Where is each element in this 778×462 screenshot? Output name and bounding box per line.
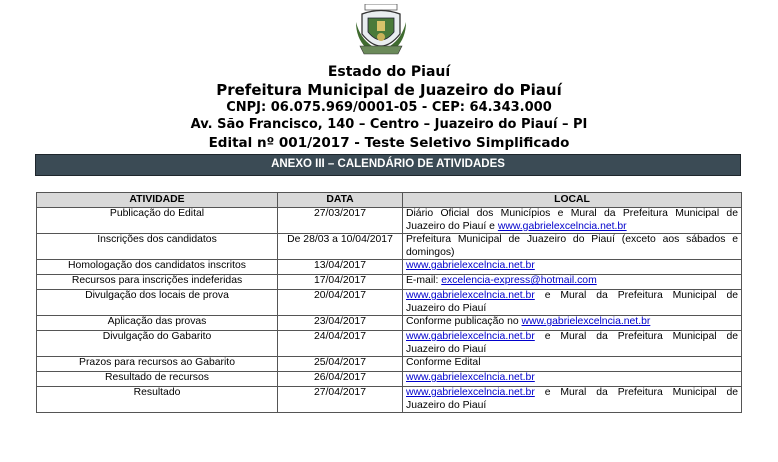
- row-date: 27/04/2017: [278, 387, 403, 413]
- website-link[interactable]: www.gabrielexcelncia.net.br: [406, 387, 535, 398]
- section-title: ANEXO III – CALENDÁRIO DE ATIVIDADES: [271, 158, 505, 170]
- row-location: [403, 331, 742, 357]
- website-link[interactable]: www.gabrielexcelncia.net.br: [406, 290, 535, 301]
- row-activity: Divulgação do Gabarito: [37, 331, 278, 357]
- table-row: [37, 316, 742, 331]
- row-activity: Publicação do Edital: [37, 208, 278, 234]
- row-location: [403, 208, 742, 234]
- address-line: Av. São Francisco, 140 – Centro – Juazeiro do Piauí – PI: [190, 117, 588, 132]
- row-location: [403, 275, 742, 290]
- calendar-table: [36, 192, 742, 413]
- website-link[interactable]: www.gabrielexcelncia.net.br: [497, 220, 627, 232]
- table-row: [37, 275, 742, 290]
- table-row: [37, 234, 742, 260]
- prefeitura-title: Prefeitura Municipal de Juazeiro do Piauí: [216, 81, 562, 99]
- website-link[interactable]: www.gabrielexcelncia.net.br: [406, 260, 535, 271]
- location-text: Conforme publicação no: [406, 316, 522, 327]
- website-link[interactable]: www.gabrielexcelncia.net.br: [521, 316, 651, 327]
- state-title: Estado do Piauí: [327, 64, 451, 80]
- location-text: E-mail:: [406, 275, 442, 286]
- table-row: [37, 387, 742, 413]
- website-link[interactable]: www.gabrielexcelncia.net.br: [406, 372, 535, 383]
- table-row: [37, 208, 742, 234]
- location-text: e Mural da Prefeitura Municipal de Juazeiro do Piauí: [406, 331, 738, 355]
- row-activity: Resultado: [37, 387, 278, 413]
- header-data: DATA: [278, 193, 403, 208]
- row-date: 17/04/2017: [278, 275, 403, 290]
- row-date: 27/03/2017: [278, 208, 403, 234]
- row-location: [403, 387, 742, 413]
- table-row: [37, 331, 742, 357]
- row-activity: Resultado de recursos: [37, 372, 278, 387]
- row-location: [403, 316, 742, 331]
- table-row: [37, 357, 742, 372]
- table-row: [37, 260, 742, 275]
- email-link[interactable]: excelencia-express@hotmail.com: [441, 275, 597, 286]
- row-date: 13/04/2017: [278, 260, 403, 275]
- edital-line: Edital nº 001/2017 - Teste Seletivo Simplificado: [208, 135, 570, 151]
- row-activity: Homologação dos candidatos inscritos: [37, 260, 278, 275]
- row-date: 20/04/2017: [278, 290, 403, 316]
- row-location: [403, 290, 742, 316]
- row-date: 26/04/2017: [278, 372, 403, 387]
- header-atividade: ATIVIDADE: [37, 193, 278, 208]
- location-text: Prefeitura Municipal de Juazeiro do Piauí (exceto aos sábados e domingos): [406, 234, 738, 258]
- table-header-row: [37, 193, 742, 208]
- coat-of-arms-icon: [354, 4, 408, 58]
- row-activity: Prazos para recursos ao Gabarito: [37, 357, 278, 372]
- row-activity: Divulgação dos locais de prova: [37, 290, 278, 316]
- row-location: [403, 372, 742, 387]
- row-activity: Aplicação das provas: [37, 316, 278, 331]
- row-location: [403, 357, 742, 372]
- row-date: 24/04/2017: [278, 331, 403, 357]
- row-date: 23/04/2017: [278, 316, 403, 331]
- row-activity: Inscrições dos candidatos: [37, 234, 278, 260]
- header-local: LOCAL: [403, 193, 742, 208]
- row-date: 25/04/2017: [278, 357, 403, 372]
- location-text: e Mural da Prefeitura Municipal de Juazeiro do Piauí: [406, 290, 738, 314]
- location-text: Diário Oficial dos Municípios e Mural da Prefeitura Municipal de Juazeiro do Piauí e: [406, 208, 738, 232]
- location-text: Conforme Edital: [406, 357, 481, 368]
- row-activity: Recursos para inscrições indeferidas: [37, 275, 278, 290]
- cnpj-line: CNPJ: 06.075.969/0001-05 - CEP: 64.343.000: [226, 100, 552, 115]
- table-row: [37, 372, 742, 387]
- row-date: De 28/03 a 10/04/2017: [278, 234, 403, 260]
- row-location: [403, 260, 742, 275]
- row-location: [403, 234, 742, 260]
- website-link[interactable]: www.gabrielexcelncia.net.br: [406, 331, 535, 342]
- section-banner: [35, 154, 741, 176]
- table-row: [37, 290, 742, 316]
- location-text: e Mural da Prefeitura Municipal de Juazeiro do Piauí: [406, 387, 738, 411]
